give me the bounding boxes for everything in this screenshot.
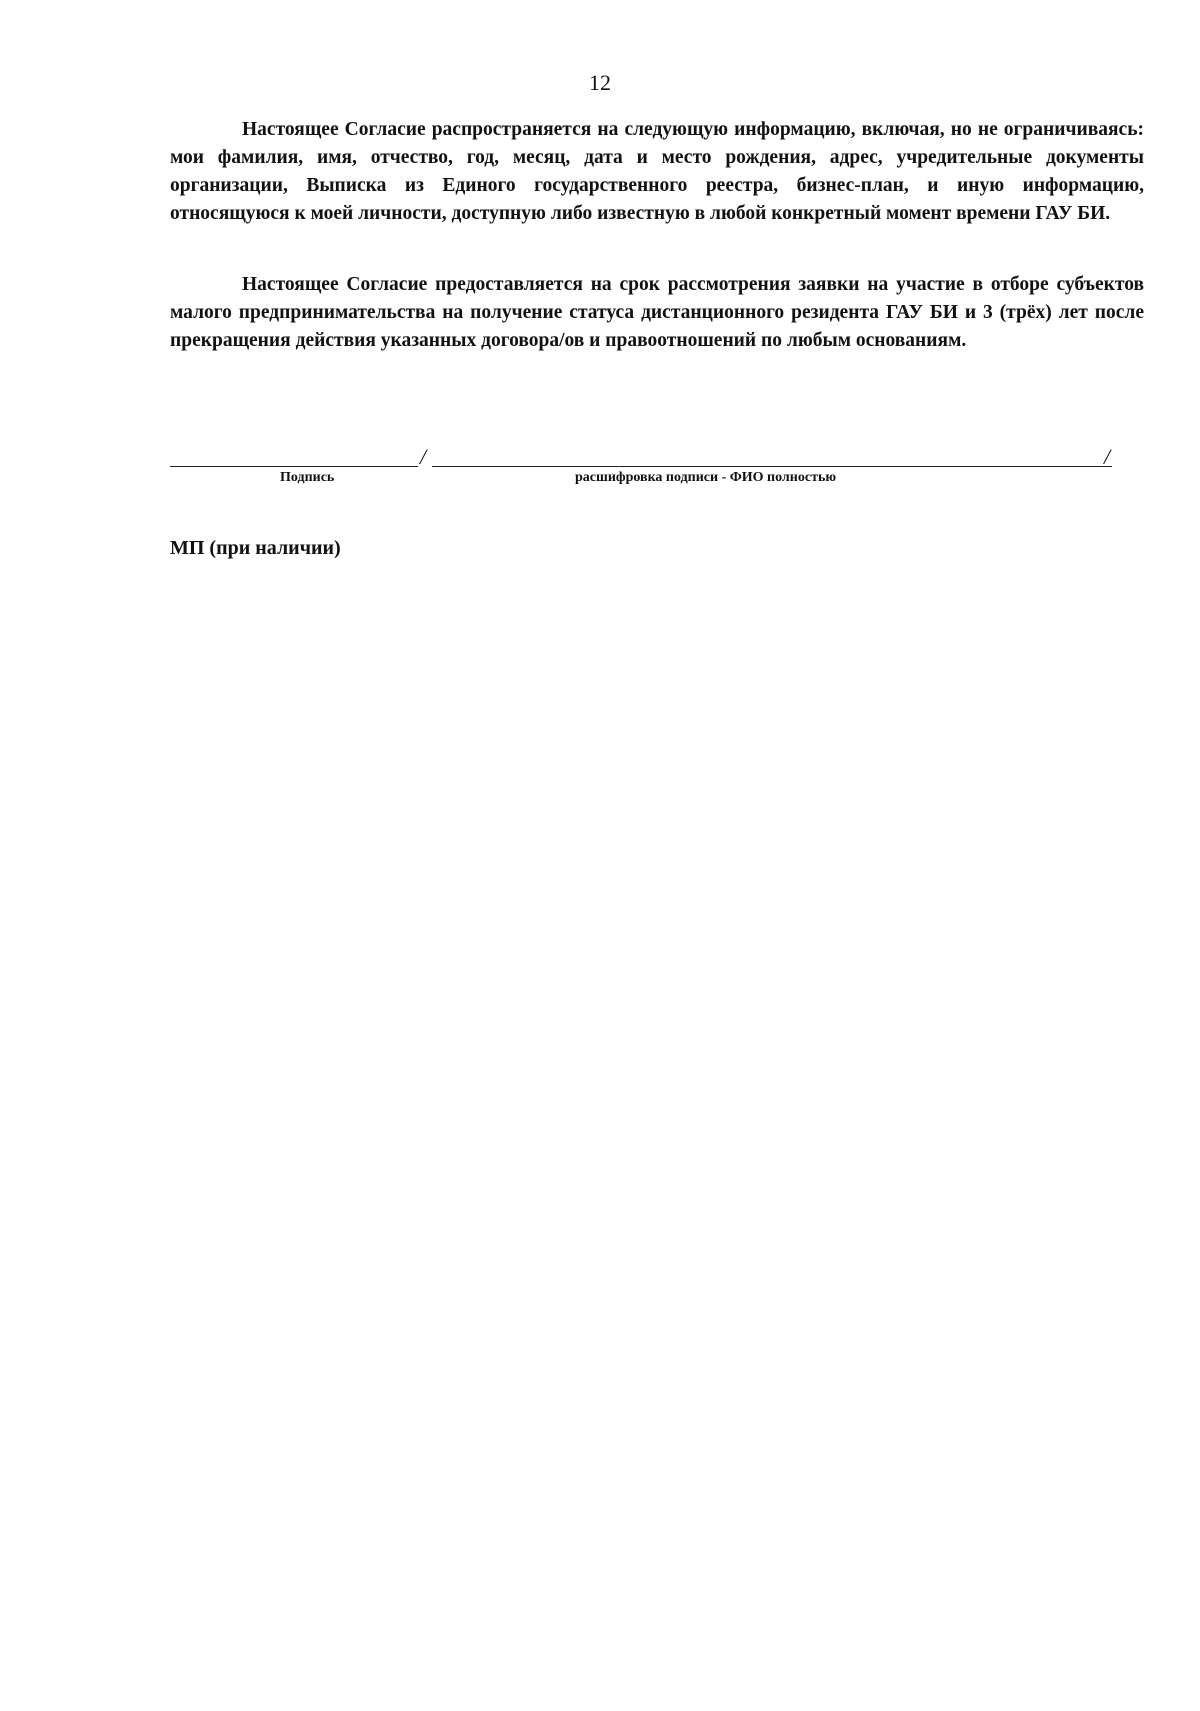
- signature-caption: Подпись: [280, 470, 335, 485]
- signature-block: [170, 440, 1114, 500]
- full-name-separator: /: [1104, 444, 1111, 469]
- signature-line: [170, 466, 418, 467]
- signature-separator: /: [420, 444, 427, 469]
- consent-term-paragraph: Настоящее Согласие предоставляется на срок рассмотрения заявки на участие в отборе субъектов малого предпринимательства на получение статуса дистанционного резидента ГАУ БИ и 3 (трёх) лет после прекращения действия указанных договора/ов и правоотношений по любым основаниям.: [170, 274, 1144, 351]
- stamp-label: МП (при наличии): [170, 537, 341, 559]
- full-name-line: [432, 466, 1112, 467]
- full-name-caption: расшифровка подписи - ФИО полностью: [575, 470, 837, 485]
- page-number: 12: [589, 70, 611, 95]
- consent-scope-paragraph: Настоящее Согласие распространяется на следующую информацию, включая, но не ограничиваясь: мои фамилия, имя, отчество, год, месяц, дата и место рождения, адрес, учредительные документы организации, Выписка из Единого государственного реестра, бизнес-план, и иную информацию, относящуюся к моей личности, доступную либо известную в любой конкретный момент времени ГАУ БИ.: [170, 119, 1144, 224]
